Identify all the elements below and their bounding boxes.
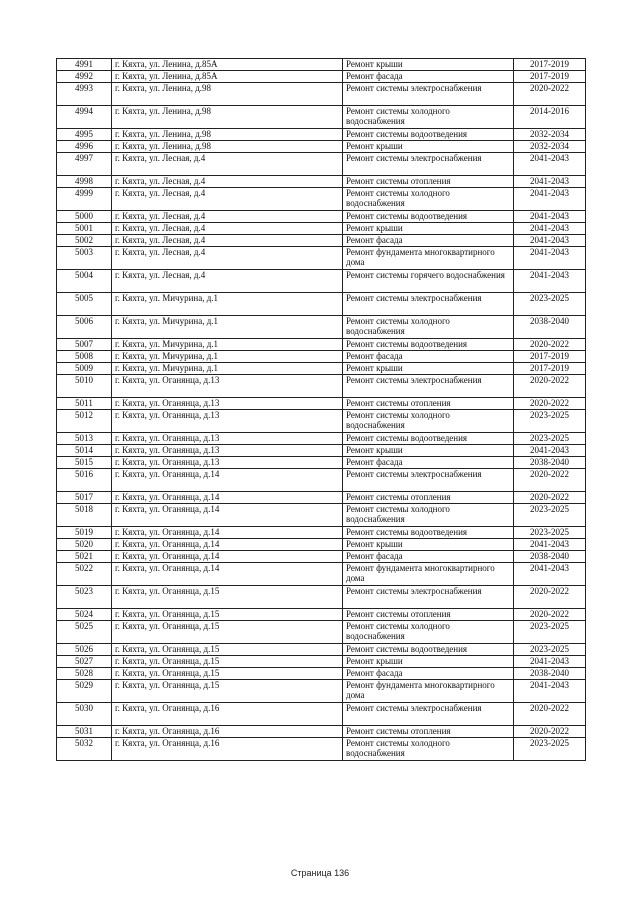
address-cell: г. Кяхта, ул. Лесная, д.4 (112, 223, 343, 235)
period-cell: 2032-2034 (514, 141, 586, 153)
table-row (57, 703, 586, 726)
work-type-cell: Ремонт системы водоотведения (343, 211, 514, 223)
table-row (57, 738, 586, 761)
work-type-cell: Ремонт крыши (343, 445, 514, 457)
period-cell: 2017-2019 (514, 71, 586, 83)
work-type-cell: Ремонт крыши (343, 141, 514, 153)
row-number-cell: 4991 (57, 59, 112, 71)
address-cell: г. Кяхта, ул. Лесная, д.4 (112, 188, 343, 211)
period-cell: 2020-2022 (514, 726, 586, 738)
row-number-cell: 5031 (57, 726, 112, 738)
period-cell: 2023-2025 (514, 433, 586, 445)
row-number-cell: 5023 (57, 586, 112, 609)
address-cell: г. Кяхта, ул. Лесная, д.4 (112, 270, 343, 293)
period-cell: 2020-2022 (514, 83, 586, 106)
row-number-cell: 4995 (57, 129, 112, 141)
period-cell: 2020-2022 (514, 469, 586, 492)
period-cell: 2041-2043 (514, 153, 586, 176)
period-cell: 2041-2043 (514, 188, 586, 211)
table-row (57, 71, 586, 83)
address-cell: г. Кяхта, ул. Мичурина, д.1 (112, 293, 343, 316)
period-cell: 2038-2040 (514, 668, 586, 680)
work-type-cell: Ремонт фасада (343, 71, 514, 83)
table-row (57, 83, 586, 106)
row-number-cell: 5017 (57, 492, 112, 504)
address-cell: г. Кяхта, ул. Оганянца, д.15 (112, 668, 343, 680)
address-cell: г. Кяхта, ул. Оганянца, д.13 (112, 457, 343, 469)
row-number-cell: 5007 (57, 339, 112, 351)
period-cell: 2041-2043 (514, 270, 586, 293)
page-number: Страница 136 (290, 868, 350, 878)
address-cell: г. Кяхта, ул. Оганянца, д.14 (112, 527, 343, 539)
row-number-cell: 5015 (57, 457, 112, 469)
table-row (57, 644, 586, 656)
work-type-cell: Ремонт фасада (343, 235, 514, 247)
row-number-cell: 5025 (57, 621, 112, 644)
address-cell: г. Кяхта, ул. Оганянца, д.14 (112, 551, 343, 563)
address-cell: г. Кяхта, ул. Лесная, д.4 (112, 153, 343, 176)
table-row (57, 680, 586, 703)
table-row (57, 270, 586, 293)
row-number-cell: 4997 (57, 153, 112, 176)
period-cell: 2020-2022 (514, 339, 586, 351)
period-cell: 2041-2043 (514, 223, 586, 235)
row-number-cell: 5021 (57, 551, 112, 563)
period-cell: 2023-2025 (514, 293, 586, 316)
period-cell: 2023-2025 (514, 527, 586, 539)
table-row (57, 621, 586, 644)
table-row (57, 293, 586, 316)
address-cell: г. Кяхта, ул. Оганянца, д.15 (112, 644, 343, 656)
repair-schedule-table (56, 58, 586, 761)
row-number-cell: 5016 (57, 469, 112, 492)
period-cell: 2038-2040 (514, 457, 586, 469)
work-type-cell: Ремонт системы электроснабжения (343, 153, 514, 176)
table-row (57, 211, 586, 223)
row-number-cell: 4994 (57, 106, 112, 129)
row-number-cell: 5019 (57, 527, 112, 539)
period-cell: 2017-2019 (514, 351, 586, 363)
address-cell: г. Кяхта, ул. Оганянца, д.14 (112, 563, 343, 586)
address-cell: г. Кяхта, ул. Оганянца, д.13 (112, 410, 343, 433)
table-body (57, 59, 586, 761)
table-row (57, 457, 586, 469)
table-row (57, 527, 586, 539)
row-number-cell: 4999 (57, 188, 112, 211)
work-type-cell: Ремонт системы холодного водоснабжения (343, 188, 514, 211)
address-cell: г. Кяхта, ул. Оганянца, д.16 (112, 703, 343, 726)
address-cell: г. Кяхта, ул. Оганянца, д.16 (112, 738, 343, 761)
table-row (57, 668, 586, 680)
row-number-cell: 5004 (57, 270, 112, 293)
work-type-cell: Ремонт системы отопления (343, 609, 514, 621)
work-type-cell: Ремонт системы холодного водоснабжения (343, 621, 514, 644)
row-number-cell: 5018 (57, 504, 112, 527)
period-cell: 2038-2040 (514, 551, 586, 563)
work-type-cell: Ремонт системы электроснабжения (343, 293, 514, 316)
row-number-cell: 5022 (57, 563, 112, 586)
period-cell: 2020-2022 (514, 609, 586, 621)
table-row (57, 445, 586, 457)
period-cell: 2041-2043 (514, 247, 586, 270)
work-type-cell: Ремонт крыши (343, 363, 514, 375)
row-number-cell: 5008 (57, 351, 112, 363)
table-row (57, 504, 586, 527)
work-type-cell: Ремонт крыши (343, 223, 514, 235)
work-type-cell: Ремонт системы водоотведения (343, 433, 514, 445)
period-cell: 2020-2022 (514, 375, 586, 398)
table-row (57, 398, 586, 410)
period-cell: 2017-2019 (514, 59, 586, 71)
row-number-cell: 5000 (57, 211, 112, 223)
period-cell: 2023-2025 (514, 504, 586, 527)
work-type-cell: Ремонт системы электроснабжения (343, 703, 514, 726)
work-type-cell: Ремонт фасада (343, 351, 514, 363)
period-cell: 2014-2016 (514, 106, 586, 129)
period-cell: 2041-2043 (514, 680, 586, 703)
address-cell: г. Кяхта, ул. Оганянца, д.15 (112, 609, 343, 621)
period-cell: 2041-2043 (514, 176, 586, 188)
address-cell: г. Кяхта, ул. Мичурина, д.1 (112, 363, 343, 375)
work-type-cell: Ремонт фундамента многоквартирного дома (343, 680, 514, 703)
period-cell: 2038-2040 (514, 316, 586, 339)
table-row (57, 188, 586, 211)
table-row (57, 563, 586, 586)
address-cell: г. Кяхта, ул. Оганянца, д.15 (112, 586, 343, 609)
work-type-cell: Ремонт системы отопления (343, 176, 514, 188)
period-cell: 2041-2043 (514, 656, 586, 668)
row-number-cell: 5006 (57, 316, 112, 339)
row-number-cell: 5010 (57, 375, 112, 398)
row-number-cell: 5032 (57, 738, 112, 761)
address-cell: г. Кяхта, ул. Лесная, д.4 (112, 176, 343, 188)
table-row (57, 492, 586, 504)
table-row (57, 410, 586, 433)
table-row (57, 153, 586, 176)
table-row (57, 141, 586, 153)
row-number-cell: 5012 (57, 410, 112, 433)
work-type-cell: Ремонт системы горячего водоснабжения (343, 270, 514, 293)
row-number-cell: 5011 (57, 398, 112, 410)
address-cell: г. Кяхта, ул. Оганянца, д.14 (112, 504, 343, 527)
table-row (57, 351, 586, 363)
row-number-cell: 4996 (57, 141, 112, 153)
period-cell: 2023-2025 (514, 644, 586, 656)
period-cell: 2032-2034 (514, 129, 586, 141)
work-type-cell: Ремонт системы водоотведения (343, 527, 514, 539)
row-number-cell: 5028 (57, 668, 112, 680)
period-cell: 2041-2043 (514, 211, 586, 223)
period-cell: 2023-2025 (514, 738, 586, 761)
address-cell: г. Кяхта, ул. Оганянца, д.14 (112, 539, 343, 551)
row-number-cell: 5026 (57, 644, 112, 656)
table-row (57, 235, 586, 247)
work-type-cell: Ремонт системы водоотведения (343, 644, 514, 656)
period-cell: 2023-2025 (514, 621, 586, 644)
table-row (57, 106, 586, 129)
table-row (57, 539, 586, 551)
address-cell: г. Кяхта, ул. Мичурина, д.1 (112, 339, 343, 351)
row-number-cell: 5005 (57, 293, 112, 316)
work-type-cell: Ремонт фасада (343, 457, 514, 469)
work-type-cell: Ремонт крыши (343, 656, 514, 668)
period-cell: 2041-2043 (514, 445, 586, 457)
period-cell: 2020-2022 (514, 703, 586, 726)
table-row (57, 726, 586, 738)
address-cell: г. Кяхта, ул. Оганянца, д.13 (112, 433, 343, 445)
address-cell: г. Кяхта, ул. Лесная, д.4 (112, 235, 343, 247)
work-type-cell: Ремонт фундамента многоквартирного дома (343, 247, 514, 270)
row-number-cell: 5001 (57, 223, 112, 235)
work-type-cell: Ремонт фасада (343, 551, 514, 563)
table-row (57, 433, 586, 445)
address-cell: г. Кяхта, ул. Ленина, д.98 (112, 83, 343, 106)
table-row (57, 176, 586, 188)
table-row (57, 316, 586, 339)
table-row (57, 59, 586, 71)
row-number-cell: 5024 (57, 609, 112, 621)
address-cell: г. Кяхта, ул. Ленина, д.98 (112, 106, 343, 129)
work-type-cell: Ремонт системы отопления (343, 398, 514, 410)
address-cell: г. Кяхта, ул. Оганянца, д.16 (112, 726, 343, 738)
work-type-cell: Ремонт системы водоотведения (343, 129, 514, 141)
period-cell: 2017-2019 (514, 363, 586, 375)
row-number-cell: 5002 (57, 235, 112, 247)
table-row (57, 129, 586, 141)
address-cell: г. Кяхта, ул. Оганянца, д.14 (112, 492, 343, 504)
work-type-cell: Ремонт системы холодного водоснабжения (343, 410, 514, 433)
period-cell: 2041-2043 (514, 235, 586, 247)
table-row (57, 609, 586, 621)
work-type-cell: Ремонт фундамента многоквартирного дома (343, 563, 514, 586)
row-number-cell: 5003 (57, 247, 112, 270)
period-cell: 2041-2043 (514, 539, 586, 551)
period-cell: 2023-2025 (514, 410, 586, 433)
table-row (57, 363, 586, 375)
address-cell: г. Кяхта, ул. Ленина, д.85А (112, 71, 343, 83)
address-cell: г. Кяхта, ул. Оганянца, д.13 (112, 375, 343, 398)
address-cell: г. Кяхта, ул. Оганянца, д.15 (112, 656, 343, 668)
period-cell: 2020-2022 (514, 398, 586, 410)
work-type-cell: Ремонт системы отопления (343, 492, 514, 504)
address-cell: г. Кяхта, ул. Оганянца, д.13 (112, 445, 343, 457)
address-cell: г. Кяхта, ул. Оганянца, д.15 (112, 680, 343, 703)
period-cell: 2020-2022 (514, 492, 586, 504)
table-row (57, 469, 586, 492)
row-number-cell: 5014 (57, 445, 112, 457)
address-cell: г. Кяхта, ул. Ленина, д.98 (112, 129, 343, 141)
address-cell: г. Кяхта, ул. Ленина, д.98 (112, 141, 343, 153)
row-number-cell: 5013 (57, 433, 112, 445)
work-type-cell: Ремонт крыши (343, 539, 514, 551)
table-row (57, 375, 586, 398)
row-number-cell: 5029 (57, 680, 112, 703)
work-type-cell: Ремонт системы электроснабжения (343, 83, 514, 106)
row-number-cell: 4993 (57, 83, 112, 106)
work-type-cell: Ремонт системы водоотведения (343, 339, 514, 351)
row-number-cell: 4998 (57, 176, 112, 188)
address-cell: г. Кяхта, ул. Оганянца, д.15 (112, 621, 343, 644)
period-cell: 2020-2022 (514, 586, 586, 609)
row-number-cell: 5009 (57, 363, 112, 375)
address-cell: г. Кяхта, ул. Лесная, д.4 (112, 247, 343, 270)
address-cell: г. Кяхта, ул. Оганянца, д.13 (112, 398, 343, 410)
table-row (57, 223, 586, 235)
row-number-cell: 5020 (57, 539, 112, 551)
work-type-cell: Ремонт системы холодного водоснабжения (343, 504, 514, 527)
work-type-cell: Ремонт системы электроснабжения (343, 469, 514, 492)
table-row (57, 247, 586, 270)
table-row (57, 551, 586, 563)
work-type-cell: Ремонт системы отопления (343, 726, 514, 738)
table-row (57, 656, 586, 668)
row-number-cell: 4992 (57, 71, 112, 83)
address-cell: г. Кяхта, ул. Лесная, д.4 (112, 211, 343, 223)
work-type-cell: Ремонт системы электроснабжения (343, 586, 514, 609)
period-cell: 2041-2043 (514, 563, 586, 586)
table-row (57, 586, 586, 609)
row-number-cell: 5027 (57, 656, 112, 668)
row-number-cell: 5030 (57, 703, 112, 726)
work-type-cell: Ремонт системы холодного водоснабжения (343, 316, 514, 339)
work-type-cell: Ремонт фасада (343, 668, 514, 680)
work-type-cell: Ремонт системы холодного водоснабжения (343, 738, 514, 761)
work-type-cell: Ремонт крыши (343, 59, 514, 71)
address-cell: г. Кяхта, ул. Ленина, д.85А (112, 59, 343, 71)
address-cell: г. Кяхта, ул. Мичурина, д.1 (112, 316, 343, 339)
address-cell: г. Кяхта, ул. Оганянца, д.14 (112, 469, 343, 492)
table-row (57, 339, 586, 351)
work-type-cell: Ремонт системы электроснабжения (343, 375, 514, 398)
work-type-cell: Ремонт системы холодного водоснабжения (343, 106, 514, 129)
address-cell: г. Кяхта, ул. Мичурина, д.1 (112, 351, 343, 363)
